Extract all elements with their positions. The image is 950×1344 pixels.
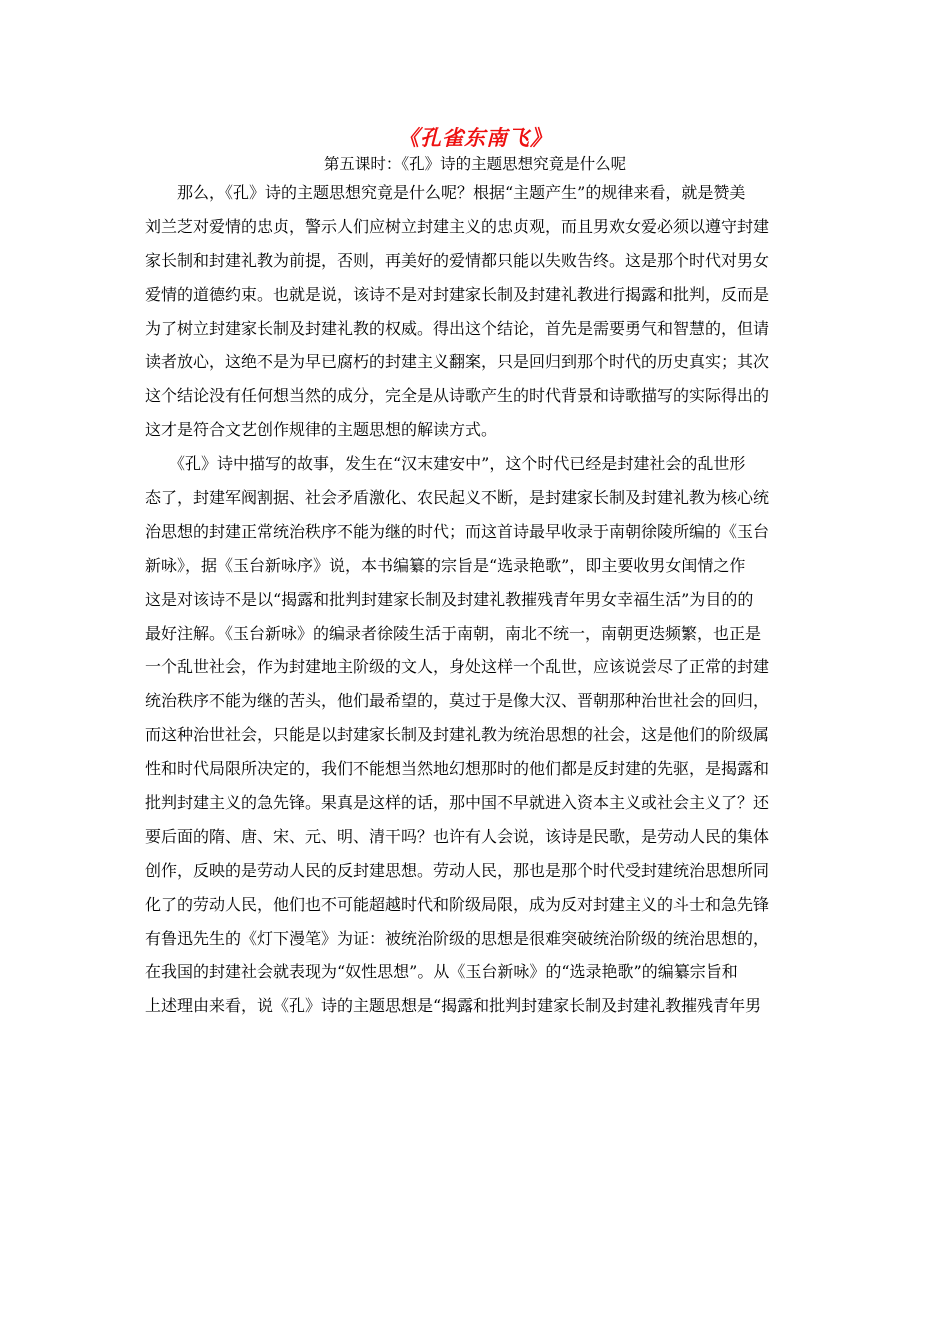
text-line: 上述理由来看，说《孔》诗的主题思想是“揭露和批判封建家长制及封建礼教摧残青年男 [145,996,762,1016]
text-line: 这是对该诗不是以“揭露和批判封建家长制及封建礼教摧残青年男女幸福生活”为目的的 [145,589,754,609]
document-title: 《孔雀东南飞》 [398,125,552,150]
document-body [145,176,807,1023]
text-line: 读者放心，这绝不是为早已腐朽的封建主义翻案，只是回归到那个时代的历史真实；其次 [145,352,770,372]
text-line: 那么，《孔》诗的主题思想究竟是什么呢？根据“主题产生”的规律来看，就是赞美 [145,183,746,202]
text-line: 这个结论没有任何想当然的成分，完全是从诗歌产生的时代背景和诗歌描写的实际得出的 [145,386,770,406]
text-line: 有鲁迅先生的《灯下漫笔》为证：被统治阶级的思想是很难突破统治阶级的统治思想的， [145,928,770,948]
text-line: 统治秩序不能为继的苦头，他们最希望的，莫过于是像大汉、晋朝那种治世社会的回归， [145,691,770,711]
text-line: 家长制和封建礼教为前提，否则，再美好的爱情都只能以失败告终。这是那个时代对男女 [145,250,770,270]
text-line: 治思想的封建正常统治秩序不能为继的时代；而这首诗最早收录于南朝徐陵所编的《玉台 [145,521,770,541]
text-line: 《孔》诗中描写的故事，发生在“汉末建安中”，这个时代已经是封建社会的乱世形 [145,454,746,474]
text-line: 要后面的隋、唐、宋、元、明、清干吗？也许有人会说，该诗是民歌，是劳动人民的集体 [145,826,770,846]
text-line: 性和时代局限所决定的，我们不能想当然地幻想那时的他们都是反封建的先驱，是揭露和 [145,759,770,779]
text-line: 最好注解。《玉台新咏》的编录者徐陵生活于南朝，南北不统一，南朝更迭频繁，也正是 [145,623,762,643]
text-line: 新咏》，据《玉台新咏序》说，本书编纂的宗旨是“选录艳歌”，即主要收男女闺情之作 [145,555,746,575]
text-line: 而这种治世社会，只能是以封建家长制及封建礼教为统治思想的社会，这是他们的阶级属 [145,725,770,745]
text-line: 创作，反映的是劳动人民的反封建思想。劳动人民，那也是那个时代受封建统治思想所同 [145,860,770,880]
text-line: 态了，封建军阀割据、社会矛盾激化、农民起义不断，是封建家长制及封建礼教为核心统 [145,488,770,508]
text-line: 批判封建主义的急先锋。果真是这样的话，那中国不早就进入资本主义或社会主义了？还 [145,793,770,813]
text-line: 在我国的封建社会就表现为“奴性思想”。从《玉台新咏》的“选录艳歌”的编纂宗旨和 [145,962,738,982]
document-subtitle: 第五课时：《孔》诗的主题思想究竟是什么呢 [323,155,627,173]
text-line: 刘兰芝对爱情的忠贞，警示人们应树立封建主义的忠贞观，而且男欢女爱必须以遵守封建 [145,216,770,236]
text-line: 一个乱世社会，作为封建地主阶级的文人，身处这样一个乱世，应该说尝尽了正常的封建 [145,657,770,677]
text-line: 这才是符合文艺创作规律的主题思想的解读方式。 [145,420,498,440]
text-line: 爱情的道德约束。也就是说，该诗不是对封建家长制及封建礼教进行揭露和批判，反而是 [145,284,770,304]
text-line: 化了的劳动人民，他们也不可能超越时代和阶级局限，成为反对封建主义的斗士和急先锋 [145,894,770,914]
text-line: 为了树立封建家长制及封建礼教的权威。得出这个结论，首先是需要勇气和智慧的，但请 [145,318,770,338]
